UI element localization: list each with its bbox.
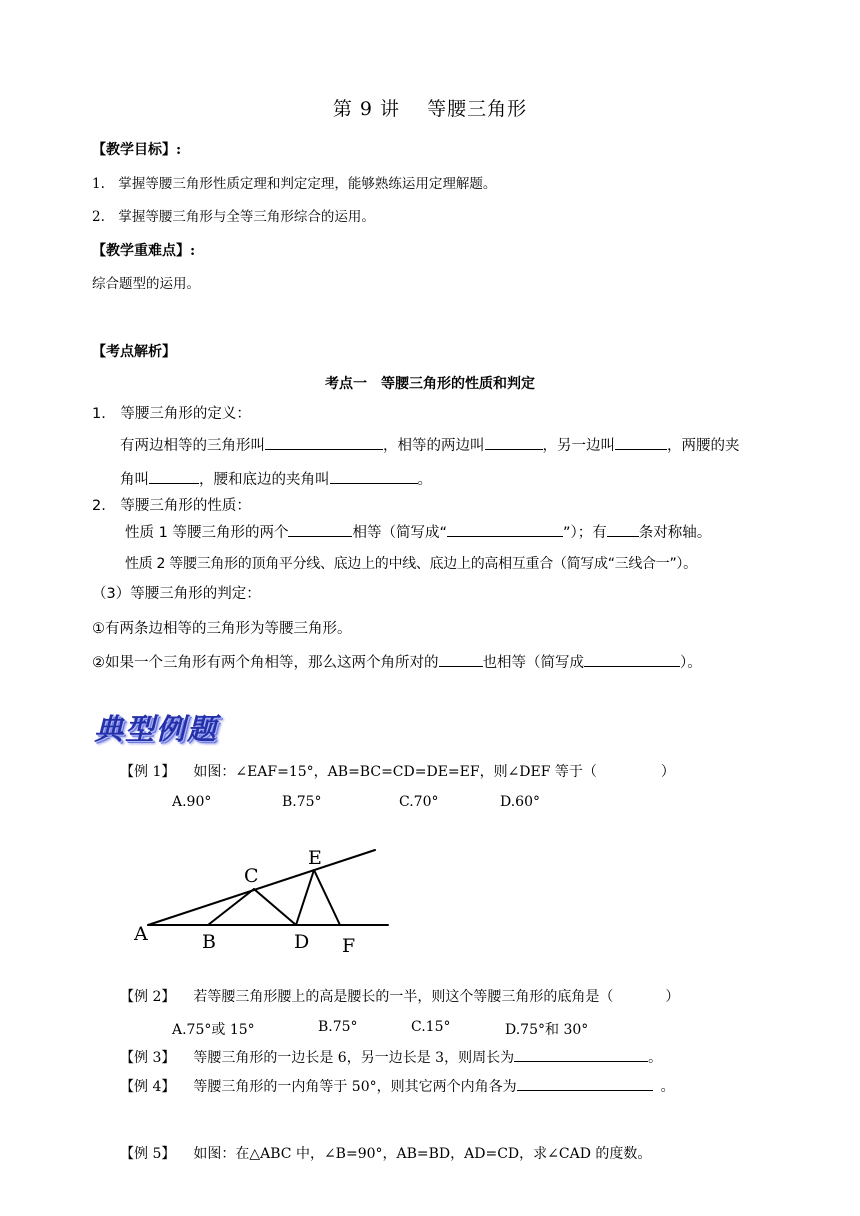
example-2-option-d: D.75°和 30°	[505, 1022, 589, 1038]
point-label-f: F	[342, 935, 356, 957]
blank-line	[439, 652, 483, 667]
example-1: 【例 1】 如图：∠EAF=15°，AB=BC=CD=DE=EF，则∠DEF 等于（ ）	[120, 764, 675, 780]
blank-line	[485, 435, 543, 450]
example-1-option-b: B.75°	[282, 794, 322, 810]
example-3: 【例 3】 等腰三角形的一边长是 6，另一边长是 3，则周长为 。	[120, 1047, 662, 1067]
example-question: 如图：∠EAF=15°，AB=BC=CD=DE=EF，则∠DEF 等于（	[193, 764, 597, 780]
example-4: 【例 4】 等腰三角形的一内角等于 50°，则其它两个内角各为 。	[120, 1076, 675, 1096]
key-points-heading: 【教学重难点】:	[92, 243, 196, 259]
point-label-a: A	[134, 923, 148, 945]
blank-line	[584, 652, 680, 667]
property-2: 性质 2 等腰三角形的顶角平分线、底边上的中线、底边上的高相互重合（简写成“三线合一”）。	[125, 556, 697, 572]
upper-line	[148, 850, 375, 925]
blank-line	[149, 469, 199, 484]
example-2-option-c: C.15°	[411, 1019, 451, 1035]
key-points-text: 综合题型的运用。	[92, 276, 200, 292]
blank-line	[615, 435, 667, 450]
example-2-option-a: A.75°或 15°	[172, 1022, 255, 1038]
blank-line	[265, 435, 383, 450]
point-label-b: B	[202, 931, 216, 953]
example-label: 【例 5】	[120, 1146, 176, 1162]
page-title: 第 9 讲 等腰三角形	[332, 98, 528, 120]
example-label: 【例 1】	[120, 764, 176, 780]
goals-heading: 【教学目标】:	[92, 142, 182, 158]
definition-title: 1. 等腰三角形的定义：	[92, 406, 251, 422]
analysis-subheading: 考点一 等腰三角形的性质和判定	[325, 376, 535, 392]
point-label-d: D	[294, 931, 310, 953]
analysis-heading: 【考点解析】	[92, 344, 176, 360]
example-2-option-b: B.75°	[318, 1019, 358, 1035]
example-label: 【例 2】	[120, 989, 176, 1005]
blank-line	[607, 522, 639, 537]
segment-ef	[314, 870, 340, 925]
blank-line	[517, 1076, 653, 1091]
typical-examples-heading: 典型例题	[94, 712, 219, 746]
property-1: 性质 1 等腰三角形的两个 相等（简写成“ ”）；有 条对称轴。	[125, 521, 711, 542]
example-2: 【例 2】 若等腰三角形腰上的高是腰长的一半，则这个等腰三角形的底角是（ ）	[120, 989, 680, 1005]
judgement-1: ①有两条边相等的三角形为等腰三角形。	[92, 621, 352, 637]
example-1-option-d: D.60°	[500, 794, 540, 810]
goal-item-2: 2. 掌握等腰三角形与全等三角形综合的运用。	[92, 209, 375, 225]
definition-line-2: 角叫 ，腰和底边的夹角叫 。	[120, 468, 432, 489]
point-label-c: C	[244, 865, 259, 887]
judgement-2: ②如果一个三角形有两个角相等，那么这两个角所对的 也相等（简写成 ）。	[92, 651, 702, 672]
blank-line	[514, 1047, 648, 1062]
example-1-option-c: C.70°	[399, 794, 439, 810]
property-title: 2. 等腰三角形的性质：	[92, 498, 251, 514]
segment-bc	[208, 889, 254, 925]
example-1-figure	[130, 840, 400, 960]
example-label: 【例 3】	[120, 1050, 176, 1066]
example-1-option-a: A.90°	[172, 794, 212, 810]
example-5: 【例 5】 如图：在△ABC 中，∠B=90°，AB=BD，AD=CD，求∠CAD 的度数。	[120, 1146, 652, 1162]
judgement-title: （3）等腰三角形的判定：	[92, 586, 261, 602]
example-question: 若等腰三角形腰上的高是腰长的一半，则这个等腰三角形的底角是（	[193, 989, 614, 1005]
blank-line	[330, 469, 418, 484]
blank-line	[288, 522, 352, 537]
example-label: 【例 4】	[120, 1079, 176, 1095]
definition-line-1: 有两边相等的三角形叫 ，相等的两边叫 ，另一边叫 ，两腰的夹	[120, 434, 740, 455]
segment-de	[296, 870, 314, 925]
goal-item-1: 1. 掌握等腰三角形性质定理和判定定理，能够熟练运用定理解题。	[92, 176, 497, 192]
point-label-e: E	[308, 847, 322, 869]
segment-cd	[254, 889, 296, 925]
blank-line	[447, 522, 563, 537]
